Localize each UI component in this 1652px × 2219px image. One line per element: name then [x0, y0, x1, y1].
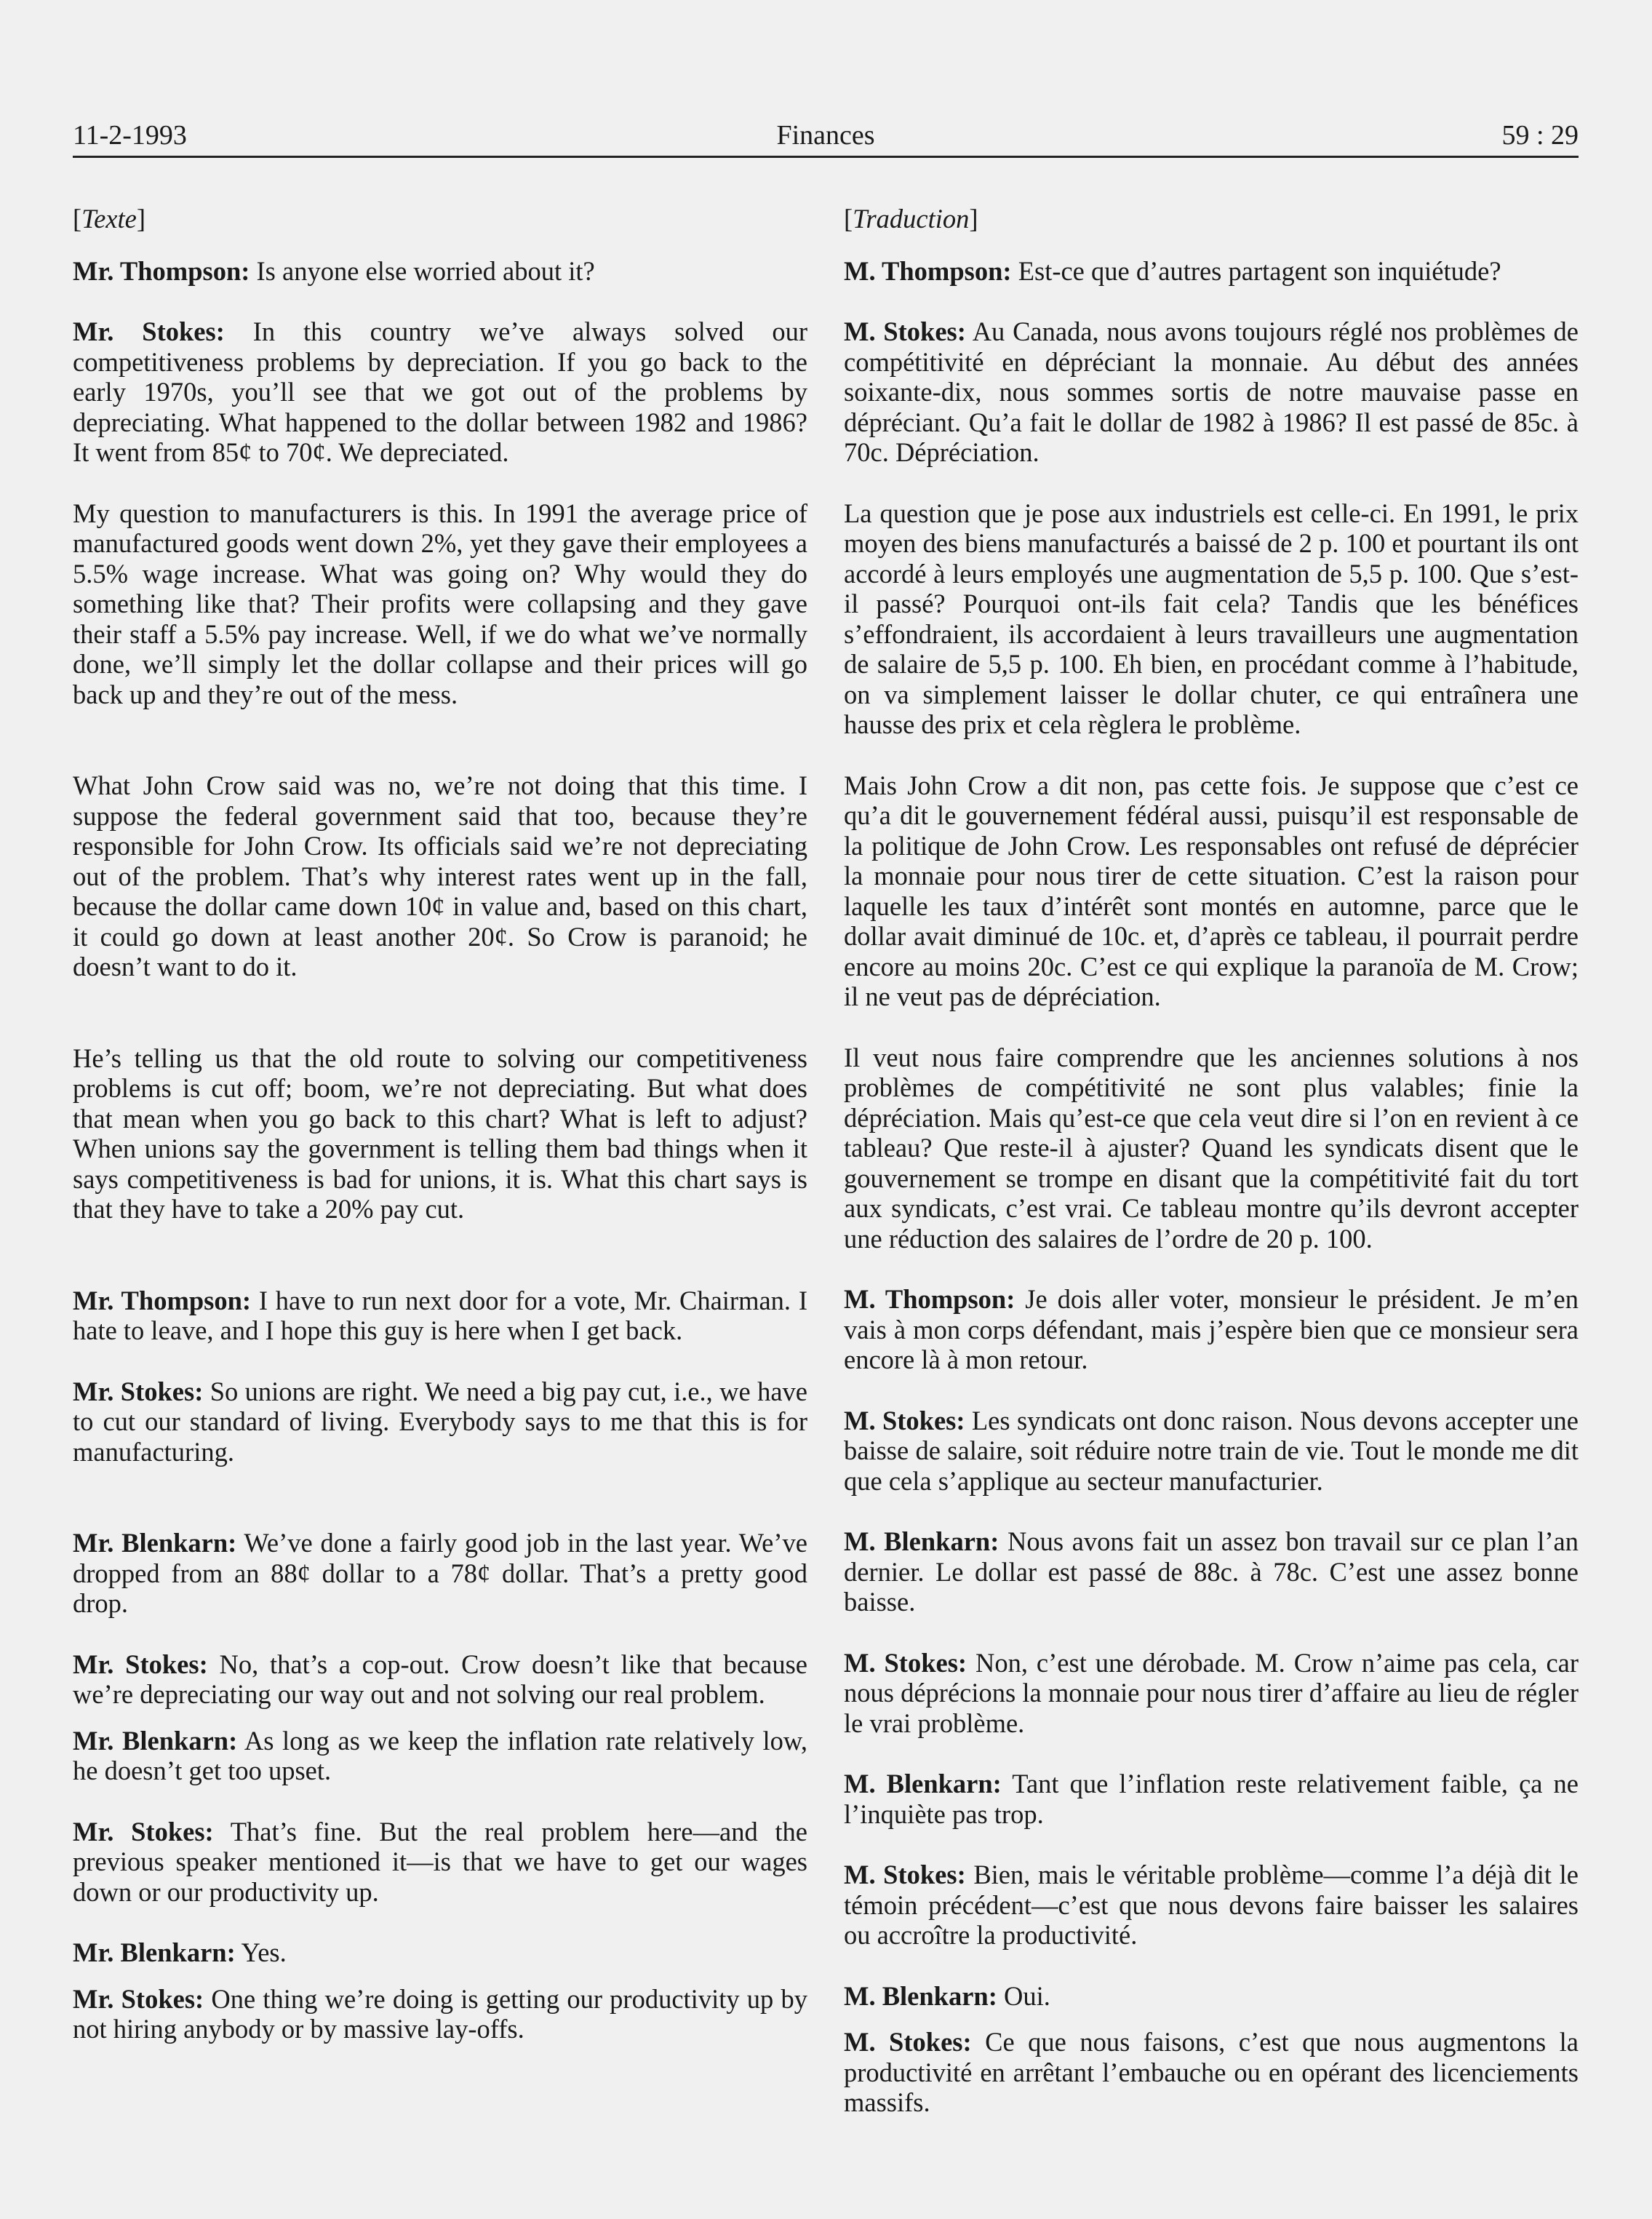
speech-text: One thing we’re doing is getting our productivity up by not hiring anybody or by massive lay-offs.: [73, 1983, 807, 2044]
speech-text: Je dois aller voter, monsieur le président. Je m’en vais à mon corps défendant, mais j’espère bien que ce monsieur sera encore là à mon retour.: [844, 1284, 1579, 1374]
transcript-paragraph: [73, 1817, 807, 1908]
transcript-paragraph: [73, 1649, 807, 1710]
speech-text: Il veut nous faire comprendre que les anciennes solutions à nos problèmes de compétitivité ne sont plus valables; finie la dépréciation. Mais qu’est-ce que cela veut dire si l’on en revient à ce tableau? Que reste-il à ajuster? Quand les syndicats disent que le gouvernement se trompe en disant que la compétitivité fait du tort aux syndicats, c’est vrai. Ce tableau montre qu’ils devront accepter une réduction des salaires de l’ordre de 20 p. 100.: [844, 1042, 1579, 1254]
transcript-paragraph: [844, 2027, 1579, 2118]
speaker-name: M. Stokes:: [844, 1647, 967, 1678]
transcript-paragraph: [844, 1860, 1579, 1951]
transcript-paragraph: [844, 1769, 1579, 1829]
speaker-name: M. Stokes:: [844, 1860, 966, 1889]
speaker-name: M. Blenkarn:: [844, 1769, 1002, 1798]
transcript-paragraph: [73, 1726, 807, 1786]
speech-text: Bien, mais le véritable problème—comme l’a déjà dit le témoin précédent—c’est que nous devons faire baisser les salaires ou accroître la productivité.: [844, 1860, 1579, 1950]
speech-text: Au Canada, nous avons toujours réglé nos problèmes de compétitivité en dépréciant la monnaie. Au début des années soixante-dix, nous sommes sortis de notre mauvaise passe en dépréciant. Qu’a fait le dollar de 1982 à 1986? Il est passé de 85c. à 70c. Dépréciation.: [844, 316, 1579, 467]
transcript-paragraph: [844, 1284, 1579, 1375]
transcript-paragraph: [844, 1043, 1579, 1254]
transcript-paragraph: [73, 1043, 807, 1224]
transcript-paragraph: [844, 1648, 1579, 1739]
speaker-name: Mr. Blenkarn:: [73, 1725, 238, 1756]
speech-text: So unions are right. We need a big pay cut, i.e., we have to cut our standard of living. Everybody says to me that this is for manufacturing.: [73, 1376, 807, 1467]
speaker-name: Mr. Stokes:: [73, 1816, 214, 1846]
transcript-paragraph: [73, 498, 807, 710]
page-header: [73, 109, 1579, 158]
header-title: Finances: [776, 120, 875, 151]
transcript-paragraph: [73, 1377, 807, 1467]
speech-text: My question to manufacturers is this. In 1991 the average price of manufactured goods went down 2%, yet they gave their employees a 5.5% wage increase. What was going on? Why would they do something like that? Their profits were collapsing and they gave their staff a 5.5% pay increase. Well, if we do what we’ve normally done, we’ll simply let the dollar collapse and their prices will go back up and they’re out of the mess.: [73, 498, 807, 709]
speech-text: Ce que nous faisons, c’est que nous augmentons la productivité en arrêtant l’embauche ou en opérant des licenciements massifs.: [844, 2027, 1579, 2117]
transcript-paragraph: [73, 1937, 807, 1968]
english-column: [73, 204, 807, 2044]
transcript-paragraph: [73, 770, 807, 982]
speaker-name: M. Blenkarn:: [844, 1980, 997, 2011]
column-label: [ Texte ]: [73, 204, 807, 234]
speech-text: He’s telling us that the old route to solving our competitiveness problems is cut off; boom, we’re not depreciating. But what does that mean when you go back to this chart? What is left to adjust? When unions say the government is telling them bad things when it says competitiveness is bad for unions, it is. What this chart says is that they have to take a 20% pay cut.: [73, 1043, 807, 1224]
transcript-paragraph: [73, 256, 807, 287]
transcript-paragraph: [844, 1526, 1579, 1617]
speaker-name: Mr. Stokes:: [73, 1649, 208, 1679]
transcript-paragraph: [844, 316, 1579, 468]
transcript-paragraph: [844, 498, 1579, 740]
speech-text: Yes.: [235, 1937, 287, 1967]
speech-text: La question que je pose aux industriels est celle-ci. En 1991, le prix moyen des biens manufacturés a baissé de 2 p. 100 et pourtant ils ont accordé à leurs employés une augmentation de 5,5 p. 100. Que s’est-il passé? Pourquoi ont-ils fait cela? Tandis que les bénéfices s’effondraient, ils accordaient à leurs travailleurs une augmentation de salaire de 5,5 p. 100. Eh bien, en procédant comme à l’habitude, on va simplement laisser le dollar chuter, ce qui entraînera une hausse des prix et cela règlera le problème.: [844, 498, 1579, 739]
speech-text: Est-ce que d’autres partagent son inquiétude?: [1011, 255, 1501, 286]
speech-text: Non, c’est une dérobade. M. Crow n’aime pas cela, car nous déprécions la monnaie pour nous tirer d’affaire au lieu de régler le vrai problème.: [844, 1647, 1579, 1738]
speaker-name: Mr. Thompson:: [73, 1285, 252, 1315]
transcript-paragraph: [73, 316, 807, 468]
transcript-paragraph: [844, 1406, 1579, 1497]
speaker-name: M. Stokes:: [844, 316, 966, 346]
speaker-name: M. Thompson:: [844, 1284, 1015, 1314]
speech-text: As long as we keep the inflation rate relatively low, he doesn’t get too upset.: [73, 1725, 807, 1785]
speaker-name: Mr. Stokes:: [73, 1983, 204, 2014]
speech-text: Mais John Crow a dit non, pas cette fois. Je suppose que c’est ce qu’a dit le gouvernement fédéral aussi, puisqu’il est responsable de la politique de John Crow. Les responsables ont refusé de déprécier la monnaie pour nous tirer de cette situation. C’est la raison pour laquelle les taux d’intérêt sont montés en automne, parce que le dollar avait diminué de 10c. et, d’après ce tableau, il pourrait perdre encore au moins 20c. C’est ce qui explique la paranoïa de M. Crow; il ne veut pas de dépréciation.: [844, 770, 1579, 1011]
speech-text: Tant que l’inflation reste relativement faible, ça ne l’inquiète pas trop.: [844, 1769, 1579, 1829]
transcript-paragraph: [73, 1528, 807, 1619]
speaker-name: Mr. Blenkarn:: [73, 1937, 236, 1967]
speech-text: Les syndicats ont donc raison. Nous devons accepter une baisse de salaire, soit réduire notre train de vie. Tout le monde me dit que cela s’applique au secteur manufacturier.: [844, 1405, 1579, 1496]
header-page-number: 59 : 29: [1501, 120, 1579, 151]
speech-text: I have to run next door for a vote, Mr. Chairman. I hate to leave, and I hope this guy is here when I get back.: [73, 1285, 807, 1345]
speech-text: Oui.: [997, 1980, 1050, 2011]
speaker-name: M. Stokes:: [844, 2027, 972, 2057]
speaker-name: M. Blenkarn:: [844, 1526, 999, 1556]
speech-text: That’s fine. But the real problem here—and the previous speaker mentioned it—is that we have to get our wages down or our productivity up.: [73, 1816, 808, 1907]
speaker-name: Mr. Thompson:: [73, 255, 250, 286]
header-date: 11-2-1993: [73, 120, 187, 151]
speaker-name: M. Stokes:: [844, 1405, 965, 1435]
transcript-paragraph: [844, 1981, 1579, 2012]
speaker-name: Mr. Blenkarn:: [73, 1528, 237, 1558]
transcript-paragraph: [844, 770, 1579, 1012]
french-column: [844, 204, 1579, 2118]
transcript-paragraph: [844, 256, 1579, 287]
speech-text: We’ve done a fairly good job in the last year. We’ve dropped from an 88¢ dollar to a 78¢ dollar. That’s a pretty good drop.: [73, 1528, 807, 1618]
speech-text: In this country we’ve always solved our competitiveness problems by depreciation. If you go back to the early 1970s, you’ll see that we got out of the problems by depreciating. What happened to the dollar between 1982 and 1986? It went from 85¢ to 70¢. We depreciated.: [73, 316, 807, 467]
transcript-paragraph: [73, 1286, 807, 1346]
speech-text: Nous avons fait un assez bon travail sur ce plan l’an dernier. Le dollar est passé de 88c. à 78c. C’est une assez bonne baisse.: [844, 1526, 1579, 1617]
speaker-name: Mr. Stokes:: [73, 1376, 204, 1406]
transcript-paragraph: [73, 1984, 807, 2044]
column-label: [ Traduction ]: [844, 204, 1579, 234]
speech-text: What John Crow said was no, we’re not doing that this time. I suppose the federal government said that too, because they’re responsible for John Crow. Its officials said we’re not depreciating out of the problem. That’s why interest rates went up in the fall, because the dollar came down 10¢ in value and, based on this chart, it could go down at least another 20¢. So Crow is paranoid; he doesn’t want to do it.: [73, 770, 807, 981]
speech-text: Is anyone else worried about it?: [250, 255, 595, 286]
speech-text: No, that’s a cop-out. Crow doesn’t like that because we’re depreciating our way out and not solving our real problem.: [73, 1649, 807, 1709]
speaker-name: Mr. Stokes:: [73, 316, 225, 346]
speaker-name: M. Thompson:: [844, 255, 1012, 286]
